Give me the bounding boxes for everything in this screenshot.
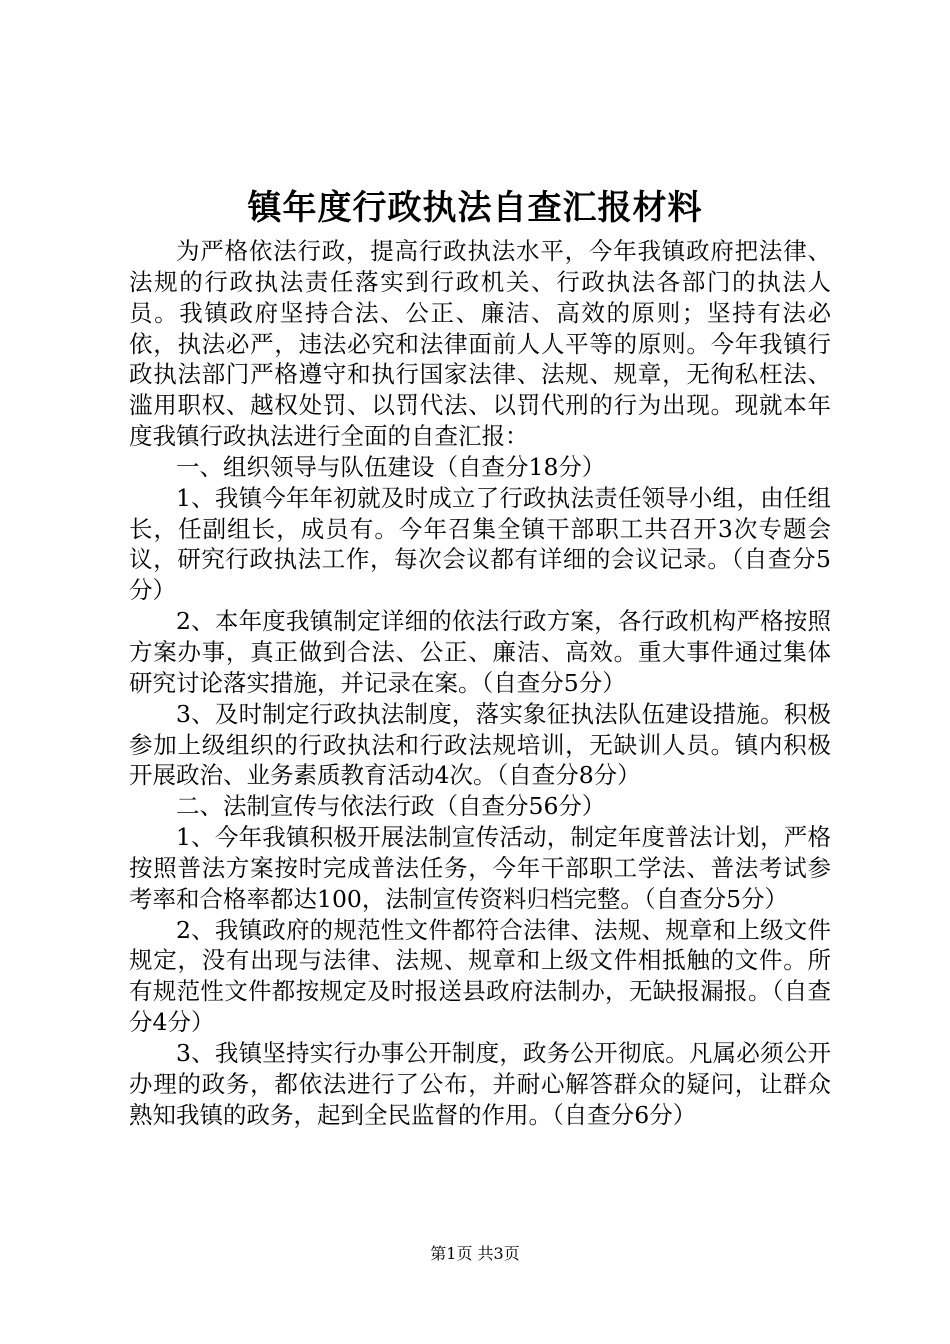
paragraph-2-1: 1、今年我镇积极开展法制宣传活动，制定年度普法计划，严格按照普法方案按时完成普法任务，今年干部职工学法、普法考试参考率和合格率都达100，法制宣传资料归档完整。（自查分5分） [129,823,831,913]
section-heading-1: 一、组织领导与队伍建设（自查分18分） [176,452,606,481]
document-body [129,236,831,1130]
paragraph-1-3: 3、及时制定行政执法制度，落实象征执法队伍建设措施。积极参加上级组织的行政执法和行政法规培训，无缺训人员。镇内积极开展政治、业务素质教育活动4次。（自查分8分） [129,699,831,790]
page-number-footer: 第1页 共3页 [430,1244,520,1263]
paragraph-2-2: 2、我镇政府的规范性文件都符合法律、法规、规章和上级文件规定，没有出现与法律、法规、规章和上级文件相抵触的文件。所有规范性文件都按规定及时报送县政府法制办，无缺报漏报。（自查分4分） [129,915,831,1037]
document-title: 镇年度行政执法自查汇报材料 [247,188,703,228]
paragraph-1-1: 1、我镇今年年初就及时成立了行政执法责任领导小组，由任组长，任副组长，成员有。今年召集全镇干部职工共召开3次专题会议，研究行政执法工作，每次会议都有详细的会议记录。（自查分5分） [129,483,831,605]
paragraph-1-2: 2、本年度我镇制定详细的依法行政方案，各行政机构严格按照方案办事，真正做到合法、公正、廉洁、高效。重大事件通过集体研究讨论落实措施，并记录在案。（自查分5分） [129,607,831,697]
section-heading-2: 二、法制宣传与依法行政（自查分56分） [176,792,606,821]
paragraph-intro: 为严格依法行政，提高行政执法水平，今年我镇政府把法律、法规的行政执法责任落实到行政机关、行政执法各部门的执法人员。我镇政府坚持合法、公正、廉洁、高效的原则；坚持有法必依，执法必严，违法必究和法律面前人人平等的原则。今年我镇行政执法部门严格遵守和执行国家法律、法规、规章，无徇私枉法、滥用职权、越权处罚、以罚代法、以罚代刑的行为出现。现就本年度我镇行政执法进行全面的自查汇报： [129,237,831,451]
paragraph-2-3: 3、我镇坚持实行办事公开制度，政务公开彻底。凡属必须公开办理的政务，都依法进行了公布，并耐心解答群众的疑问，让群众熟知我镇的政务，起到全民监督的作用。（自查分6分） [129,1038,831,1129]
